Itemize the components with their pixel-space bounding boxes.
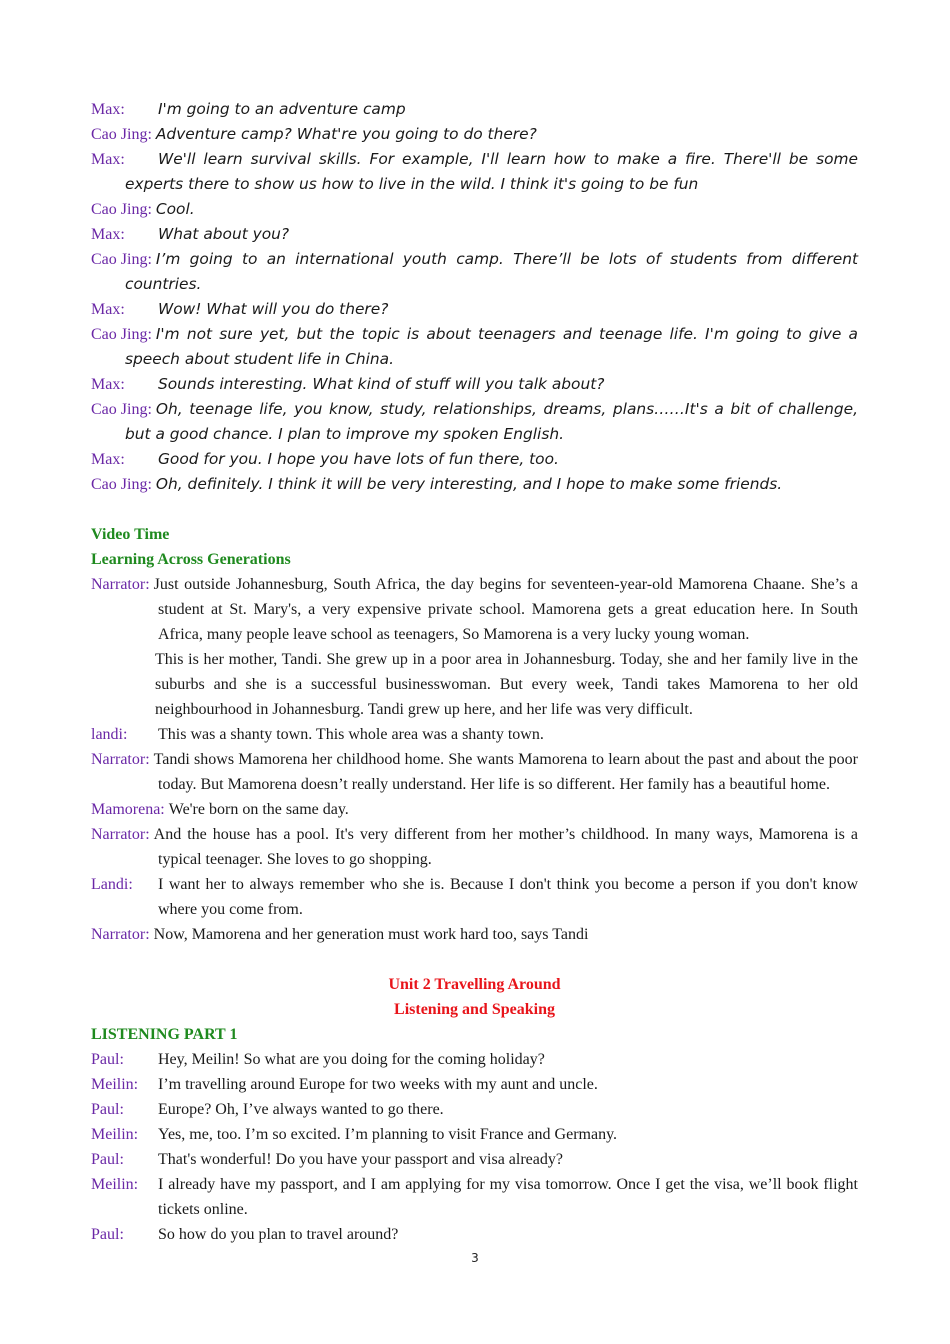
speaker-label: Max:: [91, 226, 125, 243]
part-heading: LISTENING PART 1: [91, 1026, 238, 1043]
dialogue-line: [91, 247, 858, 297]
dialogue-text: That's wonderful! Do you have your passport and visa already?: [158, 1151, 563, 1168]
dialogue-text: Yes, me, too. I’m so excited. I’m planning to visit France and Germany.: [158, 1126, 618, 1143]
section-subheading: Learning Across Generations: [91, 551, 291, 568]
transcript-text: Just outside Johannesburg, South Africa, the day begins for seventeen-year-old Mamorena Chaane. She’s a student at St. Mary's, a very expensive private school. Mamorena gets a great education here. In South Africa, many people leave school as teenagers, So Mamorena is a very lucky young woman.: [153, 576, 858, 643]
speaker-label: Narrator:: [91, 926, 150, 943]
dialogue-line: [91, 397, 858, 447]
transcript-line: [91, 872, 858, 922]
transcript-text: This was a shanty town. This whole area was a shanty town.: [158, 726, 544, 743]
dialogue-text: So how do you plan to travel around?: [158, 1226, 399, 1243]
dialogue-text: I already have my passport, and I am applying for my visa tomorrow. Once I get the visa, we’ll book flight tickets online.: [158, 1176, 858, 1218]
speaker-label: Cao Jing:: [91, 401, 152, 418]
speaker-label: Narrator:: [91, 576, 150, 593]
dialogue-line: [91, 1122, 858, 1147]
dialogue-text: Oh, definitely. I think it will be very interesting, and I hope to make some friends.: [155, 475, 783, 493]
transcript-text: Now, Mamorena and her generation must work hard too, says Tandi: [153, 926, 589, 943]
dialogue-text: I’m travelling around Europe for two weeks with my aunt and uncle.: [158, 1076, 598, 1093]
dialogue-text: Hey, Meilin! So what are you doing for the coming holiday?: [158, 1051, 545, 1068]
dialogue-line: [91, 1097, 858, 1122]
dialogue-line: [91, 1072, 858, 1097]
speaker-label: Max:: [91, 101, 125, 118]
speaker-label: Max:: [91, 451, 125, 468]
speaker-label: Cao Jing:: [91, 326, 152, 343]
dialogue-text: I'm not sure yet, but the topic is about teenagers and teenage life. I'm going to give a speech about student life in China.: [125, 325, 858, 368]
dialogue-line: [91, 472, 858, 497]
speaker-label: Paul:: [91, 1101, 124, 1118]
dialogue-line: [91, 1222, 858, 1247]
speaker-label: Cao Jing:: [91, 476, 152, 493]
dialogue-text: Cool.: [155, 200, 195, 218]
dialogue-text: Good for you. I hope you have lots of fun there, too.: [158, 450, 559, 468]
speaker-label: landi:: [91, 726, 128, 743]
dialogue-text: Adventure camp? What're you going to do there?: [155, 125, 537, 143]
dialogue-line: [91, 322, 858, 372]
dialogue-text: I'm going to an adventure camp: [158, 100, 406, 118]
speaker-label: Cao Jing:: [91, 126, 152, 143]
dialogue-line: [91, 297, 858, 322]
dialogue-line: [91, 1147, 858, 1172]
dialogue-line: [91, 447, 858, 472]
speaker-label: Max:: [91, 151, 125, 168]
dialogue-line: [91, 122, 858, 147]
dialogue-line: [91, 1047, 858, 1072]
transcript-text: This is her mother, Tandi. She grew up in a poor area in Johannesburg. Today, she and her family live in the suburbs and she is a successful businesswoman. But every week, Tandi takes Mamorena to her old neighbourhood in Johannesburg. Tandi grew up here, and her life was very difficult.: [155, 651, 858, 718]
speaker-label: Narrator:: [91, 826, 150, 843]
page-number: 3: [471, 1251, 479, 1265]
speaker-label: Narrator:: [91, 751, 150, 768]
dialogue-line: [91, 97, 858, 122]
unit-subtitle: Listening and Speaking: [394, 1001, 555, 1018]
dialogue-line: [91, 1172, 858, 1222]
dialogue-text: I’m going to an international youth camp. There’ll be lots of students from different countries.: [125, 250, 858, 293]
dialogue-text: What about you?: [158, 225, 290, 243]
transcript-text: And the house has a pool. It's very different from her mother’s childhood. In many ways, Mamorena is a typical teenager. She loves to go shopping.: [153, 826, 858, 868]
speaker-label: Paul:: [91, 1051, 124, 1068]
transcript-line: [91, 747, 858, 797]
transcript-line: [91, 822, 858, 872]
dialogue-text: Europe? Oh, I’ve always wanted to go there.: [158, 1101, 444, 1118]
dialogue-adventure-camp: [91, 97, 858, 497]
speaker-label: Cao Jing:: [91, 201, 152, 218]
dialogue-line: [91, 147, 858, 197]
speaker-label: Mamorena:: [91, 801, 165, 818]
speaker-label: Max:: [91, 301, 125, 318]
speaker-label: Landi:: [91, 876, 133, 893]
dialogue-text: Wow! What will you do there?: [158, 300, 389, 318]
transcript-text: I want her to always remember who she is. Because I don't think you become a person if you don't know where you come from.: [158, 876, 858, 918]
unit-title: Unit 2 Travelling Around: [388, 976, 561, 993]
transcript-line: [91, 797, 858, 822]
speaker-label: Cao Jing:: [91, 251, 152, 268]
speaker-label: Paul:: [91, 1151, 124, 1168]
dialogue-line: [91, 372, 858, 397]
transcript-text: Tandi shows Mamorena her childhood home. She wants Mamorena to learn about the past and about the poor today. But Mamorena doesn’t really understand. Her life is so different. Her family has a beautiful home.: [153, 751, 858, 793]
speaker-label: Paul:: [91, 1226, 124, 1243]
dialogue-line: [91, 222, 858, 247]
dialogue-text: Oh, teenage life, you know, study, relationships, dreams, plans……It's a bit of challenge, but a good chance. I plan to improve my spoken English.: [125, 400, 858, 443]
speaker-label: Max:: [91, 376, 125, 393]
unit-section: [91, 972, 858, 1247]
transcript-line: [91, 922, 858, 947]
speaker-label: Meilin:: [91, 1126, 139, 1143]
transcript-line: [91, 572, 858, 647]
dialogue-text: We'll learn survival skills. For example, I'll learn how to make a fire. There'll be some experts there to show us how to live in the wild. I think it's going to be fun: [125, 150, 858, 193]
speaker-label: Meilin:: [91, 1176, 139, 1193]
transcript-paragraph: [91, 647, 858, 722]
transcript-line: [91, 722, 858, 747]
transcript-text: We're born on the same day.: [168, 801, 349, 818]
section-heading: Video Time: [91, 526, 170, 543]
document-page: [91, 97, 858, 1247]
speaker-label: Meilin:: [91, 1076, 139, 1093]
video-section: [91, 522, 858, 947]
dialogue-text: Sounds interesting. What kind of stuff will you talk about?: [158, 375, 605, 393]
dialogue-line: [91, 197, 858, 222]
